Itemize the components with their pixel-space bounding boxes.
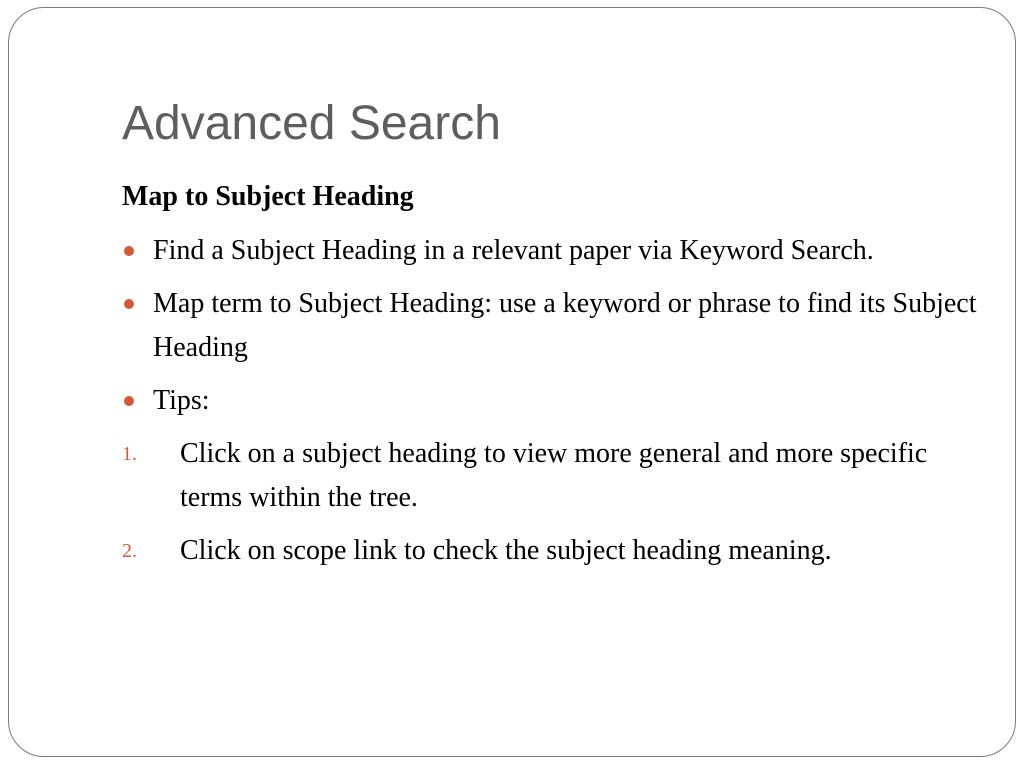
slide-title: Advanced Search (122, 97, 501, 150)
tip-number: 1. (122, 443, 137, 465)
bullet-item (122, 229, 982, 273)
bullet-icon (124, 299, 134, 309)
tip-text: Click on scope link to check the subject heading meaning. (180, 535, 832, 566)
bullet-icon (124, 246, 134, 256)
slide-content (122, 175, 982, 582)
bullet-icon (124, 396, 134, 406)
bullet-item (122, 379, 982, 423)
bullet-text: Find a Subject Heading in a relevant paper via Keyword Search. (153, 235, 874, 266)
tip-item (122, 529, 982, 573)
subheading: Map to Subject Heading (122, 181, 414, 212)
tip-text: Click on a subject heading to view more general and more specific terms within the tree. (180, 438, 928, 513)
tips-list (122, 432, 982, 573)
bullet-item (122, 282, 982, 370)
bullet-text: Tips: (153, 385, 210, 416)
bullet-text: Map term to Subject Heading: use a keyword or phrase to find its Subject Heading (153, 288, 977, 363)
tip-number: 2. (122, 540, 137, 562)
tip-item (122, 432, 982, 520)
slide-frame (8, 7, 1016, 757)
bullet-list (122, 229, 982, 423)
